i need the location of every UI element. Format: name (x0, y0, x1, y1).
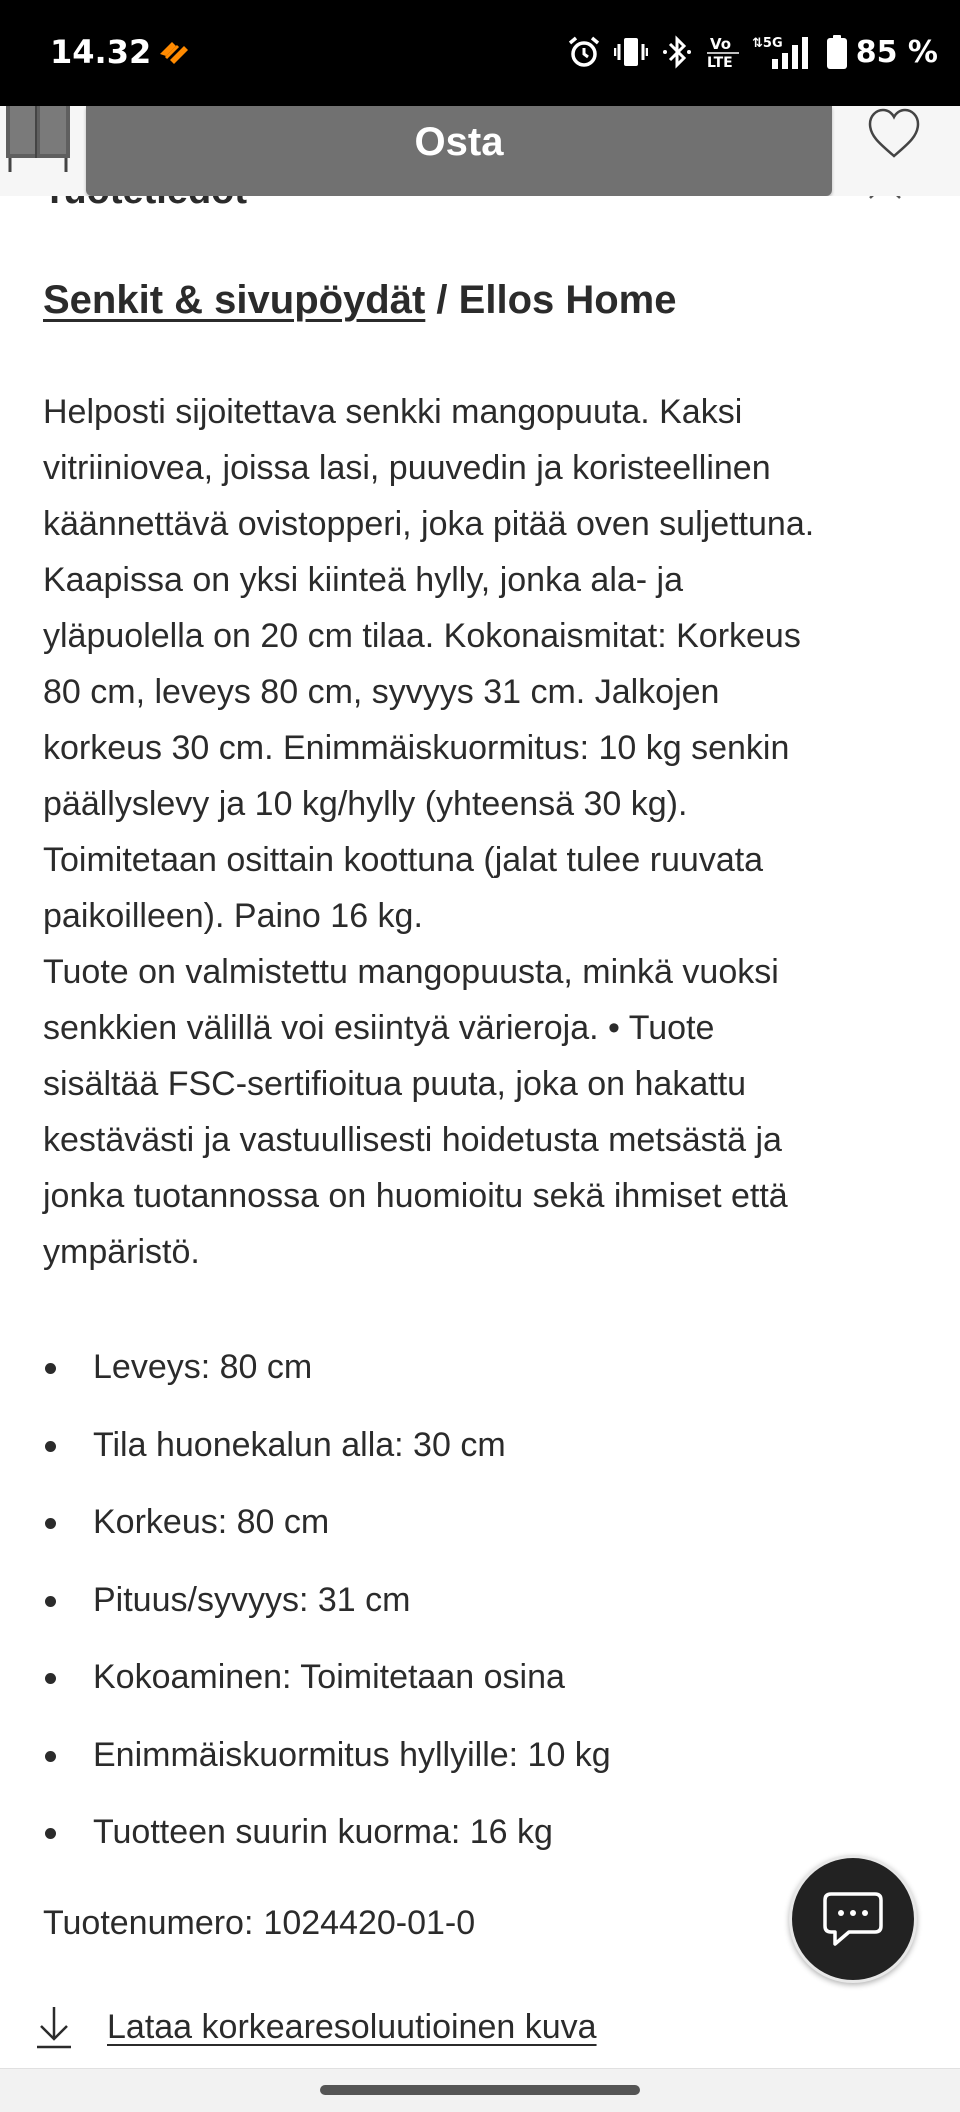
status-icons (566, 30, 938, 74)
product-number (43, 1904, 475, 1943)
spec-item: Leveys: 80 cm (43, 1335, 923, 1413)
spec-item: Tila huonekalun alla: 30 cm (43, 1413, 923, 1491)
breadcrumb (43, 278, 677, 323)
description-line: Tuote on valmistettu mangopuusta, minkä vuoksi (43, 953, 779, 991)
battery-icon (826, 34, 848, 70)
breadcrumb-brand: Ellos Home (458, 278, 677, 322)
svg-text:⇅5G: ⇅5G (751, 36, 783, 51)
buy-button[interactable]: Osta (86, 106, 832, 196)
notification-app-icon (156, 36, 190, 66)
chat-button[interactable] (789, 1855, 917, 1983)
description-line: Helposti sijoitettava senkki mangopuuta. Kaksi (43, 393, 743, 431)
product-thumbnail[interactable] (0, 106, 76, 172)
description-line: 80 cm, leveys 80 cm, syvyys 31 cm. Jalkojen (43, 673, 720, 711)
description-line: vitriiniovea, joissa lasi, puuvedin ja koristeellinen (43, 449, 771, 487)
description-line: senkkien välillä voi esiintyä värieroja. • Tuote (43, 1009, 715, 1047)
description-line: kestävästi ja vastuullisesti hoidetusta metsästä ja (43, 1121, 782, 1159)
sticky-buy-bar (0, 106, 960, 196)
svg-text:Vo: Vo (709, 35, 731, 53)
status-time: 14.32 (50, 33, 152, 71)
description-line: Toimitetaan osittain koottuna (jalat tulee ruuvata (43, 841, 764, 879)
download-row[interactable] (35, 2005, 597, 2049)
description-line: päällyslevy ja 10 kg/hylly (yhteensä 30 kg). (43, 785, 688, 823)
bluetooth-icon (660, 34, 694, 70)
description-line: jonka tuotannossa on huomioitu sekä ihmiset että (43, 1177, 788, 1215)
download-icon[interactable] (35, 2005, 73, 2049)
product-number-value: 1024420-01-0 (263, 1904, 476, 1942)
description-line: korkeus 30 cm. Enimmäiskuormitus: 10 kg senkin (43, 729, 790, 767)
spec-list (43, 1335, 923, 1878)
description-line: sisältää FSC-sertifioitua puuta, joka on hakattu (43, 1065, 747, 1103)
spec-item: Tuotteen suurin kuorma: 16 kg (43, 1800, 923, 1878)
spec-item: Pituus/syvyys: 31 cm (43, 1568, 923, 1646)
description-line: ympäristö. (43, 1233, 200, 1271)
svg-text:LTE: LTE (706, 55, 733, 71)
alarm-icon (566, 34, 602, 70)
product-description (43, 384, 923, 1280)
home-indicator[interactable] (320, 2085, 640, 2095)
breadcrumb-category-link[interactable]: Senkit & sivupöydät (43, 278, 426, 322)
description-line: yläpuolella on 20 cm tilaa. Kokonaismitat: Korkeus (43, 617, 801, 655)
description-line: paikoilleen). Paino 16 kg. (43, 897, 423, 935)
system-navigation-bar (0, 2068, 960, 2112)
spec-item: Kokoaminen: Toimitetaan osina (43, 1645, 923, 1723)
chat-bubble-icon (821, 1888, 885, 1950)
vibrate-icon (614, 34, 648, 70)
product-number-label: Tuotenumero: (43, 1904, 254, 1942)
favorite-heart-icon[interactable] (866, 106, 922, 164)
status-bar (0, 0, 960, 106)
spec-item: Enimmäiskuormitus hyllyille: 10 kg (43, 1723, 923, 1801)
description-line: Kaapissa on yksi kiinteä hylly, jonka ala- ja (43, 561, 684, 599)
description-line: käännettävä ovistopperi, joka pitää oven suljettuna. (43, 505, 815, 543)
spec-item: Korkeus: 80 cm (43, 1490, 923, 1568)
download-image-link[interactable]: Lataa korkearesoluutioinen kuva (107, 2007, 597, 2046)
volte-icon (706, 33, 740, 71)
signal-5g-icon (752, 33, 814, 71)
breadcrumb-separator: / (425, 278, 459, 322)
battery-percentage: 85 % (855, 34, 938, 70)
